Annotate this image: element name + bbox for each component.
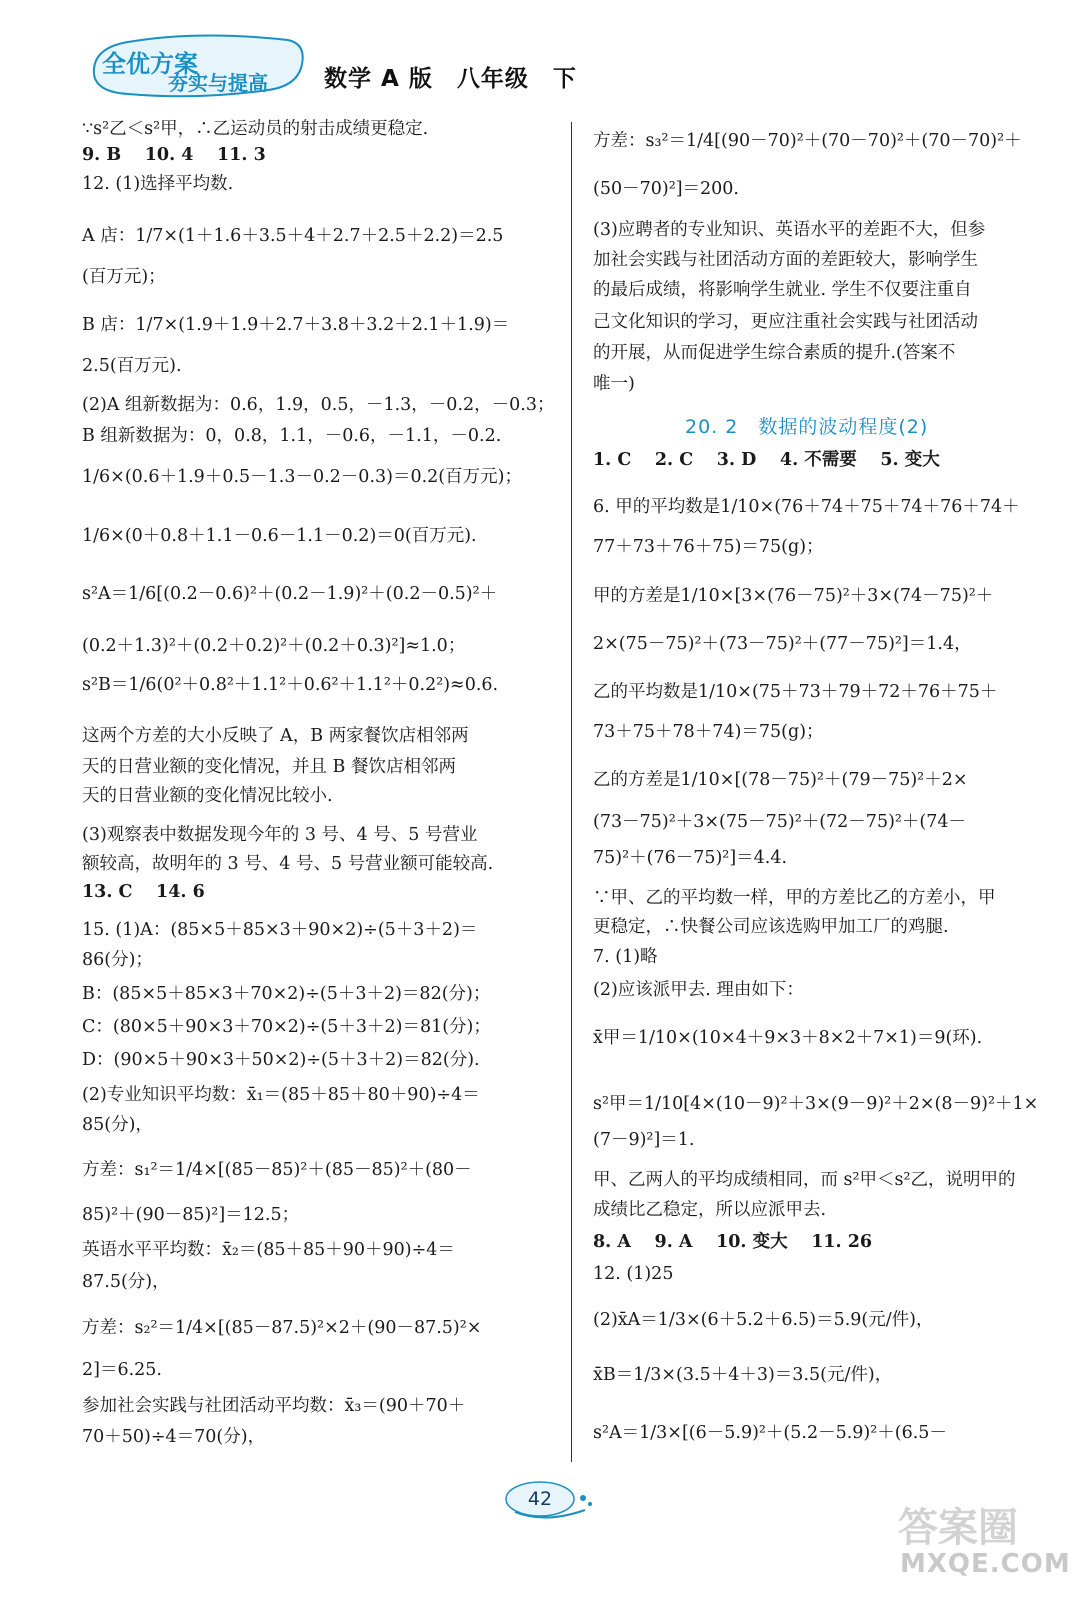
answer-line: (50－70)²]＝200. xyxy=(593,179,739,199)
answer-line: 的最后成绩，将影响学生就业. 学生不仅要注重自 xyxy=(593,280,972,300)
page-number-badge xyxy=(505,1480,595,1524)
answer-line: (2)A 组新数据为：0.6，1.9，0.5，－1.3，－0.2，－0.3； xyxy=(82,395,555,415)
answer-line: (3)观察表中数据发现今年的 3 号、4 号、5 号营业 xyxy=(82,825,478,845)
answer-line: 12. (1)25 xyxy=(593,1264,674,1284)
answer-line: 额较高，故明年的 3 号、4 号、5 号营业额可能较高. xyxy=(82,854,494,874)
watermark xyxy=(878,1495,1071,1590)
answer-line: C：(80×5＋90×3＋70×2)÷(5＋3＋2)＝81(分)； xyxy=(82,1017,491,1037)
answer-line: 英语水平平均数：x̄₂＝(85＋85＋90＋90)÷4＝ xyxy=(82,1240,455,1260)
answer-line: s²A＝1/3×[(6－5.9)²＋(5.2－5.9)²＋(6.5－ xyxy=(593,1423,947,1443)
answer-line: 乙的平均数是1/10×(75＋73＋79＋72＋76＋75＋ xyxy=(593,682,998,702)
book-logo xyxy=(88,30,308,100)
answer-line: 75)²＋(76－75)²]＝4.4. xyxy=(593,848,788,868)
page-number: 42 xyxy=(527,1488,553,1510)
answer-line: B 组新数据为：0，0.8，1.1，－0.6，－1.1，－0.2. xyxy=(82,426,502,446)
answer-line: B：(85×5＋85×3＋70×2)÷(5＋3＋2)＝82(分)； xyxy=(82,984,491,1004)
answer-line: 加社会实践与社团活动方面的差距较大，影响学生 xyxy=(593,250,978,270)
answer-line: 85(分)， xyxy=(82,1115,153,1135)
answer-line: (73－75)²＋3×(75－75)²＋(72－75)²＋(74－ xyxy=(593,812,967,832)
answer-line: 70＋50)÷4＝70(分)， xyxy=(82,1427,266,1447)
answer-line: 77＋73＋76＋75)＝75(g)； xyxy=(593,537,824,557)
answer-line: ∵s²乙＜s²甲，∴乙运动员的射击成绩更稳定. xyxy=(82,119,429,139)
answer-line: s²B＝1/6(0²＋0.8²＋1.1²＋0.6²＋1.1²＋0.2²)≈0.6. xyxy=(82,675,499,695)
answer-line: 方差：s₂²＝1/4×[(85－87.5)²×2＋(90－87.5)²× xyxy=(82,1318,482,1338)
answer-line: 甲的方差是1/10×[3×(76－75)²＋3×(74－75)²＋ xyxy=(593,586,994,606)
answer-line: 2]＝6.25. xyxy=(82,1360,162,1380)
page-header xyxy=(88,30,608,100)
answer-line: 2×(75－75)²＋(73－75)²＋(77－75)²]＝1.4， xyxy=(593,634,972,654)
answer-line: 6. 甲的平均数是1/10×(76＋74＋75＋74＋76＋74＋ xyxy=(593,497,1020,517)
answer-line: D：(90×5＋90×3＋50×2)÷(5＋3＋2)＝82(分). xyxy=(82,1050,480,1070)
answer-line: 唯一) xyxy=(593,374,635,394)
answer-line: B 店：1/7×(1.9＋1.9＋2.7＋3.8＋3.2＋2.1＋1.9)＝ xyxy=(82,315,510,335)
answer-line: (2)应该派甲去. 理由如下： xyxy=(593,980,804,1000)
answer-line: s²甲＝1/10[4×(10－9)²＋3×(9－9)²＋2×(8－9)²＋1× xyxy=(593,1094,1039,1114)
watermark-brand: 答案圈 xyxy=(898,1505,1018,1551)
logo-line2: 夯实与提高 xyxy=(168,71,268,95)
answer-line: (2)x̄A＝1/3×(6＋5.2＋6.5)＝5.9(元/件)， xyxy=(593,1310,934,1330)
answer-line: 2.5(百万元). xyxy=(82,356,182,376)
answer-line: 己文化知识的学习，更应注重社会实践与社团活动 xyxy=(593,312,978,332)
answer-line: x̄甲＝1/10×(10×4＋9×3＋8×2＋7×1)＝9(环). xyxy=(593,1028,983,1048)
book-title: 数学 A 版 八年级 下 xyxy=(324,66,577,92)
watermark-logo-icon xyxy=(878,1495,1068,1555)
answer-line: (3)应聘者的专业知识、英语水平的差距不大，但参 xyxy=(593,220,986,240)
answer-line: 87.5(分)， xyxy=(82,1272,170,1292)
answer-line: 方差：s₃²＝1/4[(90－70)²＋(70－70)²＋(70－70)²＋ xyxy=(593,131,1022,151)
answer-line: (7－9)²]＝1. xyxy=(593,1130,695,1150)
answer-line: 1/6×(0.6＋1.9＋0.5－1.3－0.2－0.3)＝0.2(百万元)； xyxy=(82,467,522,487)
answer-line: 这两个方差的大小反映了 A，B 两家餐饮店相邻两 xyxy=(82,726,469,746)
answer-line: 86(分)； xyxy=(82,950,153,970)
answer-line: (2)专业知识平均数：x̄₁＝(85＋85＋80＋90)÷4＝ xyxy=(82,1085,480,1105)
logo-badge-icon xyxy=(88,30,308,100)
answer-line: 9. B 10. 4 11. 3 xyxy=(82,145,266,165)
answer-line: 天的日营业额的变化情况，并且 B 餐饮店相邻两 xyxy=(82,757,456,777)
answer-line: (百万元)； xyxy=(82,267,166,287)
answer-line: A 店：1/7×(1＋1.6＋3.5＋4＋2.7＋2.5＋2.2)＝2.5 xyxy=(82,226,504,246)
section-heading: 20. 2 数据的波动程度(2) xyxy=(685,416,929,438)
answer-line: 85)²＋(90－85)²]＝12.5； xyxy=(82,1205,300,1225)
answer-line: s²A＝1/6[(0.2－0.6)²＋(0.2－1.9)²＋(0.2－0.5)²＋ xyxy=(82,584,498,604)
answer-line: 的开展，从而促进学生综合素质的提升.(答案不 xyxy=(593,343,956,363)
answer-line: 7. (1)略 xyxy=(593,947,658,967)
answer-line: 8. A 9. A 10. 变大 11. 26 xyxy=(593,1232,873,1252)
answer-line: 天的日营业额的变化情况比较小. xyxy=(82,786,333,806)
answer-line: 1/6×(0＋0.8＋1.1－0.6－1.1－0.2)＝0(百万元). xyxy=(82,526,477,546)
answer-line: 方差：s₁²＝1/4×[(85－85)²＋(85－85)²＋(80－ xyxy=(82,1160,472,1180)
answer-line: 成绩比乙稳定，所以应派甲去. xyxy=(593,1200,827,1220)
answer-line: 1. C 2. C 3. D 4. 不需要 5. 变大 xyxy=(593,450,940,470)
answer-line: (0.2＋1.3)²＋(0.2＋0.2)²＋(0.2＋0.3)²]≈1.0； xyxy=(82,636,466,656)
answer-line: 15. (1)A：(85×5＋85×3＋90×2)÷(5＋3＋2)＝ xyxy=(82,920,478,940)
answer-line: ∵甲、乙的平均数一样，甲的方差比乙的方差小，甲 xyxy=(593,888,996,908)
answer-line: 乙的方差是1/10×[(78－75)²＋(79－75)²＋2× xyxy=(593,770,968,790)
answer-line: 73＋75＋78＋74)＝75(g)； xyxy=(593,722,824,742)
watermark-url: MXQE.COM xyxy=(900,1549,1071,1579)
answer-line: 12. (1)选择平均数. xyxy=(82,174,234,194)
answer-line: x̄B＝1/3×(3.5＋4＋3)＝3.5(元/件)， xyxy=(593,1365,893,1385)
answer-line: 甲、乙两人的平均成绩相同，而 s²甲＜s²乙，说明甲的 xyxy=(593,1170,1016,1190)
column-divider xyxy=(571,122,572,1462)
logo-line1: 全优方案 xyxy=(102,50,198,78)
answer-line: 13. C 14. 6 xyxy=(82,882,205,902)
answer-line: 参加社会实践与社团活动平均数：x̄₃＝(90＋70＋ xyxy=(82,1396,466,1416)
answer-line: 更稳定，∴快餐公司应该选购甲加工厂的鸡腿. xyxy=(593,917,949,937)
